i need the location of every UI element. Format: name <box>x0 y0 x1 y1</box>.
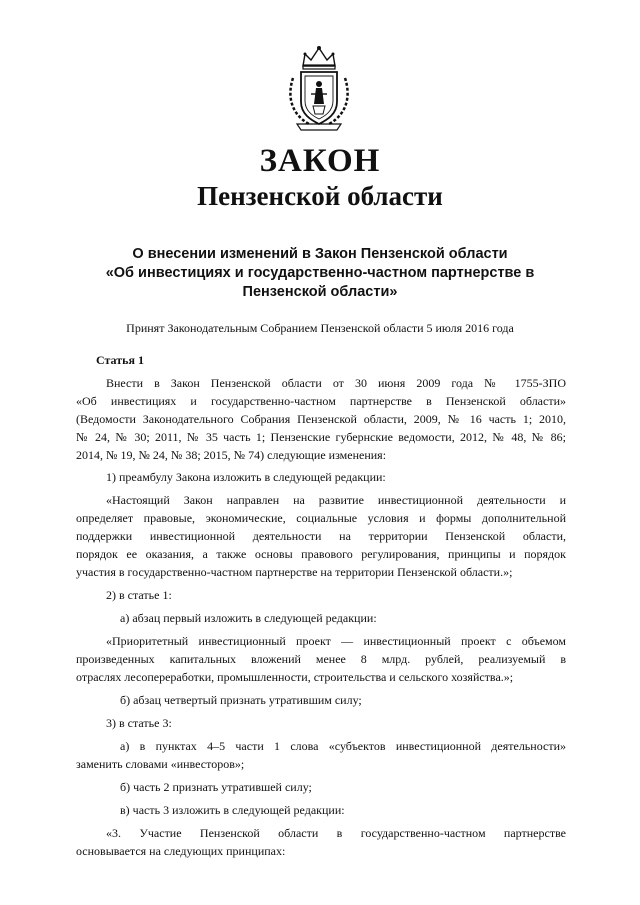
priority-line: произведенных капитальных вложений менее 8 млрд. рублей, реализуемый в <box>76 652 566 666</box>
law-region: Пензенской области <box>197 181 443 211</box>
item-3b: б) часть 2 признать утратившей силу; <box>120 780 312 794</box>
law-title: ЗАКОН <box>259 143 381 179</box>
clause3-line: «3. Участие Пензенской области в государственно-частном партнерстве <box>106 826 566 840</box>
adoption-note: Принят Законодательным Собранием Пензенской области 5 июля 2016 года <box>126 321 514 335</box>
item-2a: а) абзац первый изложить в следующей редакции: <box>120 611 377 625</box>
article-body <box>76 351 566 860</box>
item-2: 2) в статье 1: <box>106 588 172 602</box>
priority-line: отраслях лесопереработки, промышленности, строительства и сельского хозяйства.»; <box>76 670 514 684</box>
intro-line: (Ведомости Законодательного Собрания Пензенской области, 2009, № 16 часть 1; 2010, <box>76 412 566 426</box>
priority-line: «Приоритетный инвестиционный проект — инвестиционный проект с объемом <box>106 634 566 648</box>
intro-line: 2014, № 19, № 24, № 38; 2015, № 74) следующие изменения: <box>76 448 387 462</box>
preamble-line: «Настоящий Закон направлен на развитие инвестиционной деятельности и <box>106 493 566 507</box>
intro-line: № 24, № 30; 2011, № 35 часть 1; Пензенские губернские ведомости, 2012, № 48, № 86; <box>76 430 566 444</box>
item-3a-line: а) в пунктах 4–5 части 1 слова «субъектов инвестиционной деятельности» <box>120 739 566 753</box>
subject-line: О внесении изменений в Закон Пензенской области <box>132 246 508 262</box>
subject-line: Пензенской области» <box>242 284 398 300</box>
intro-line: Внести в Закон Пензенской области от 30 июня 2009 года № 1755-ЗПО <box>106 376 566 390</box>
preamble-line: определяет правовые, экономические, социальные условия и формы дополнительной <box>76 511 566 525</box>
clause3-line: основывается на следующих принципах: <box>76 844 286 858</box>
preamble-line: порядок ее оказания, а также основы правового регулирования, принципы и порядок <box>76 547 566 561</box>
article-heading: Статья 1 <box>96 353 144 367</box>
law-subject <box>60 245 580 302</box>
intro-line: «Об инвестициях и государственно-частном партнерстве в Пензенской области» <box>76 394 566 408</box>
item-3c: в) часть 3 изложить в следующей редакции: <box>120 803 345 817</box>
coat-of-arms-icon <box>283 44 355 132</box>
subject-line: «Об инвестициях и государственно-частном партнерстве в <box>105 265 535 281</box>
item-2b: б) абзац четвертый признать утратившим силу; <box>120 693 362 707</box>
item-1: 1) преамбулу Закона изложить в следующей редакции: <box>106 470 386 484</box>
preamble-line: поддержки инвестиционной деятельности на территории Пензенской области, <box>76 529 566 543</box>
item-3a-line: заменить словами «инвесторов»; <box>76 757 245 771</box>
preamble-line: участия в государственно-частном партнерстве на территории Пензенской области.»; <box>76 565 513 579</box>
item-3: 3) в статье 3: <box>106 716 172 730</box>
